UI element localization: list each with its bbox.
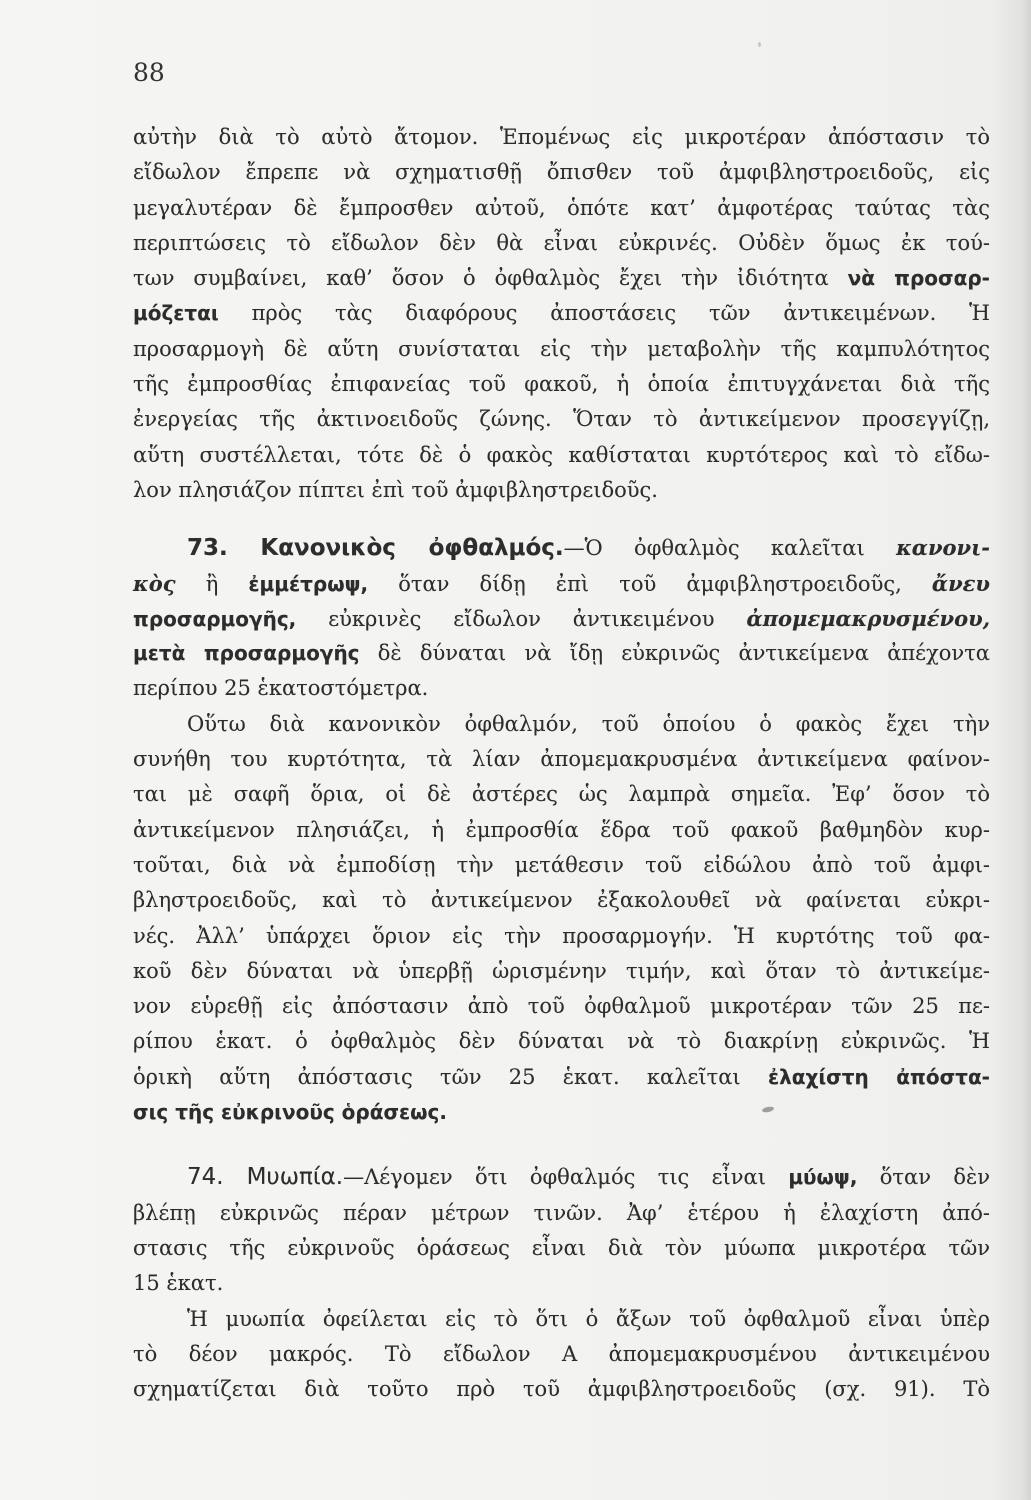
text-line: τὸ δέον μακρός. Τὸ εἴδωλον Α ἀπομεμακρυσμένου ἀντικειμένου [133,1341,990,1366]
text-line [133,566,990,601]
line-text: των συμβαίνει, καθ’ ὅσον ὁ ὀφθαλμὸς ἔχει τὴν ἰδιότητα [133,266,848,291]
text-line: στασις τῆς εὐκρινοῦς ὁράσεως εἶναι διὰ τὸν μύωπα μικροτέρα τῶν [133,1235,990,1260]
text-line: τοῦται, διὰ νὰ ἐμποδίσῃ τὴν μετάθεσιν τοῦ εἰδώλου ἀπὸ τοῦ ἀμφι- [133,852,990,877]
line-text: ὅταν δίδῃ ἐπὶ τοῦ ἀμφιβληστροειδοῦς, [368,571,932,596]
text-line: ἀντικείμενον πλησιάζει, ἡ ἐμπροσθία ἕδρα τοῦ φακοῦ βαθμηδὸν κυρ- [133,817,990,842]
text-line: βληστροειδοῦς, καὶ τὸ ἀντικείμενον ἐξακολουθεῖ νὰ φαίνεται εὐκρι- [133,888,990,913]
text-line: μεγαλυτέραν δὲ ἔμπροσθεν αὐτοῦ, ὁπότε κατ’ ἀμφοτέρας ταύτας τὰς [133,195,990,220]
text-line: ρίπου ἑκατ. ὁ ὀφθαλμὸς δὲν δύναται νὰ τὸ διακρίνῃ εὐκρινῶς. Ἡ [133,1029,990,1054]
text-line: προσαρμογὴ δὲ αὕτη συνίσταται εἰς τὴν μεταβολὴν τῆς καμπυλότητος [133,336,990,361]
text-line: εἴδωλον ἔπρεπε νὰ σχηματισθῇ ὄπισθεν τοῦ ἀμφιβληστροειδοῦς, εἰς [133,160,990,185]
emphasis-term: κὸς [133,570,176,596]
paragraph-normal-eye [133,707,990,1131]
text-line [133,261,990,296]
paper-speck [758,42,761,47]
text-line: σχηματίζεται διὰ τοῦτο πρὸ τοῦ ἀμφιβληστροειδοῦς (σχ. 91). Τὸ [133,1377,990,1402]
text-line: 15 ἑκατ. [133,1271,224,1296]
emphasis-term: κανονι- [896,535,990,561]
section-heading-73: 73. Κανονικὸς ὀφθαλμός. [187,535,564,562]
line-text: ὁρικὴ αὕτη ἀπόστασις τῶν 25 ἑκατ. καλεῖται [133,1064,768,1089]
emphasis-term: νὰ προσαρ- [847,266,990,291]
text-line: τῆς ἐμπροσθίας ἐπιφανείας τοῦ φακοῦ, ἡ ὁποία ἐπιτυγχάνεται διὰ τῆς [133,372,990,397]
text-line [133,1060,990,1095]
line-text: δὲ δύναται νὰ ἴδῃ εὐκρινῶς ἀντικείμενα ἀπέχοντα [359,641,990,666]
text-line: βλέπῃ εὐκρινῶς πέραν μέτρων τινῶν. Ἀφ’ ἑτέρου ἡ ἐλαχίστη ἀπό- [133,1200,990,1225]
emphasis-term: ἄνευ [931,570,990,596]
paragraph-myopia [133,1302,990,1408]
section-74 [133,1160,990,1301]
text-line: αὕτη συστέλλεται, τότε δὲ ὁ φακὸς καθίσταται κυρτότερος καὶ τὸ εἴδω- [133,442,990,467]
line-text: εὐκρινὲς εἴδωλον ἀντικειμένου [296,606,747,631]
text-line: κοῦ δὲν δύναται νὰ ὑπερβῇ ὡρισμένην τιμήν, καὶ ὅταν τὸ ἀντικείμε- [133,958,990,983]
text-line: περιπτώσεις τὸ εἴδωλον δὲν θὰ εἶναι εὐκρινές. Οὐδὲν ὅμως ἐκ τού- [133,230,990,255]
text-line: λον πλησιάζον πίπτει ἐπὶ τοῦ ἀμφιβληστρειδοῦς. [133,477,658,502]
text-line [133,296,990,331]
section-73 [133,530,990,706]
page-text [133,120,990,1407]
text-line: περίπου 25 ἑκατοστόμετρα. [133,676,429,701]
text-line: νον εὑρεθῇ εἰς ἀπόστασιν ἀπὸ τοῦ ὀφθαλμοῦ μικροτέραν τῶν 25 πε- [133,994,990,1019]
text-line: συνήθη του κυρτότητα, τὰ λίαν ἀπομεμακρυσμένα ἀντικείμενα φαίνον- [133,747,990,772]
text-line: αὐτὴν διὰ τὸ αὐτὸ ἄτομον. Ἑπομένως εἰς μικροτέραν ἀπόστασιν τὸ [133,125,990,149]
emphasis-term: προσαρμογῆς, [133,606,297,631]
emphasis-term: σις τῆς εὐκρινοῦς ὁράσεως. [133,1100,447,1125]
emphasis-term: ἐλαχίστη ἀπόστα- [767,1064,990,1089]
page-number: 88 [133,58,165,87]
line-text: ὅταν δὲν [857,1165,991,1190]
text-line [133,1095,990,1130]
text-line: Ἡ μυωπία ὀφείλεται εἰς τὸ ὅτι ὁ ἄξων τοῦ ὀφθαλμοῦ εἶναι ὑπὲρ [187,1306,990,1331]
text-line: ἐνεργείας τῆς ἀκτινοειδοῦς ζώνης. Ὅταν τὸ ἀντικείμενον προσεγγίζῃ, [133,407,990,432]
emphasis-term: μετὰ προσαρμογῆς [133,641,360,666]
text-line: νές. Ἀλλ’ ὑπάρχει ὅριον εἰς τὴν προσαρμογήν. Ἡ κυρτότης τοῦ φα- [133,923,990,948]
emphasis-term: ἐμμέτρωψ, [248,571,369,596]
text-line [133,601,990,636]
text-line: Οὕτω διὰ κανονικὸν ὀφθαλμόν, τοῦ ὁποίου ὁ φακὸς ἔχει τὴν [187,711,990,736]
emphasis-term: μύωψ, [788,1165,858,1190]
text-line [133,636,990,671]
line-text: πρὸς τὰς διαφόρους ἀποστάσεις τῶν ἀντικειμένων. Ἡ [218,301,990,326]
line-text: —Λέγομεν ὅτι ὀφθαλμός τις εἶναι [343,1165,789,1190]
section-heading-74: 74. Μυωπία. [187,1164,344,1191]
line-text: —Ὁ ὀφθαλμὸς καλεῖται [563,536,897,561]
text-line: ται μὲ σαφῆ ὅρια, οἱ δὲ ἀστέρες ὡς λαμπρὰ σημεῖα. Ἐφ’ ὅσον τὸ [133,782,990,807]
line-text: ἢ [175,571,249,596]
emphasis-term: μόζεται [133,301,219,326]
paragraph-continued [133,120,990,508]
text-line [133,1160,990,1195]
text-line [133,530,990,565]
emphasis-term: ἀπομεμακρυσμένου, [746,605,990,631]
